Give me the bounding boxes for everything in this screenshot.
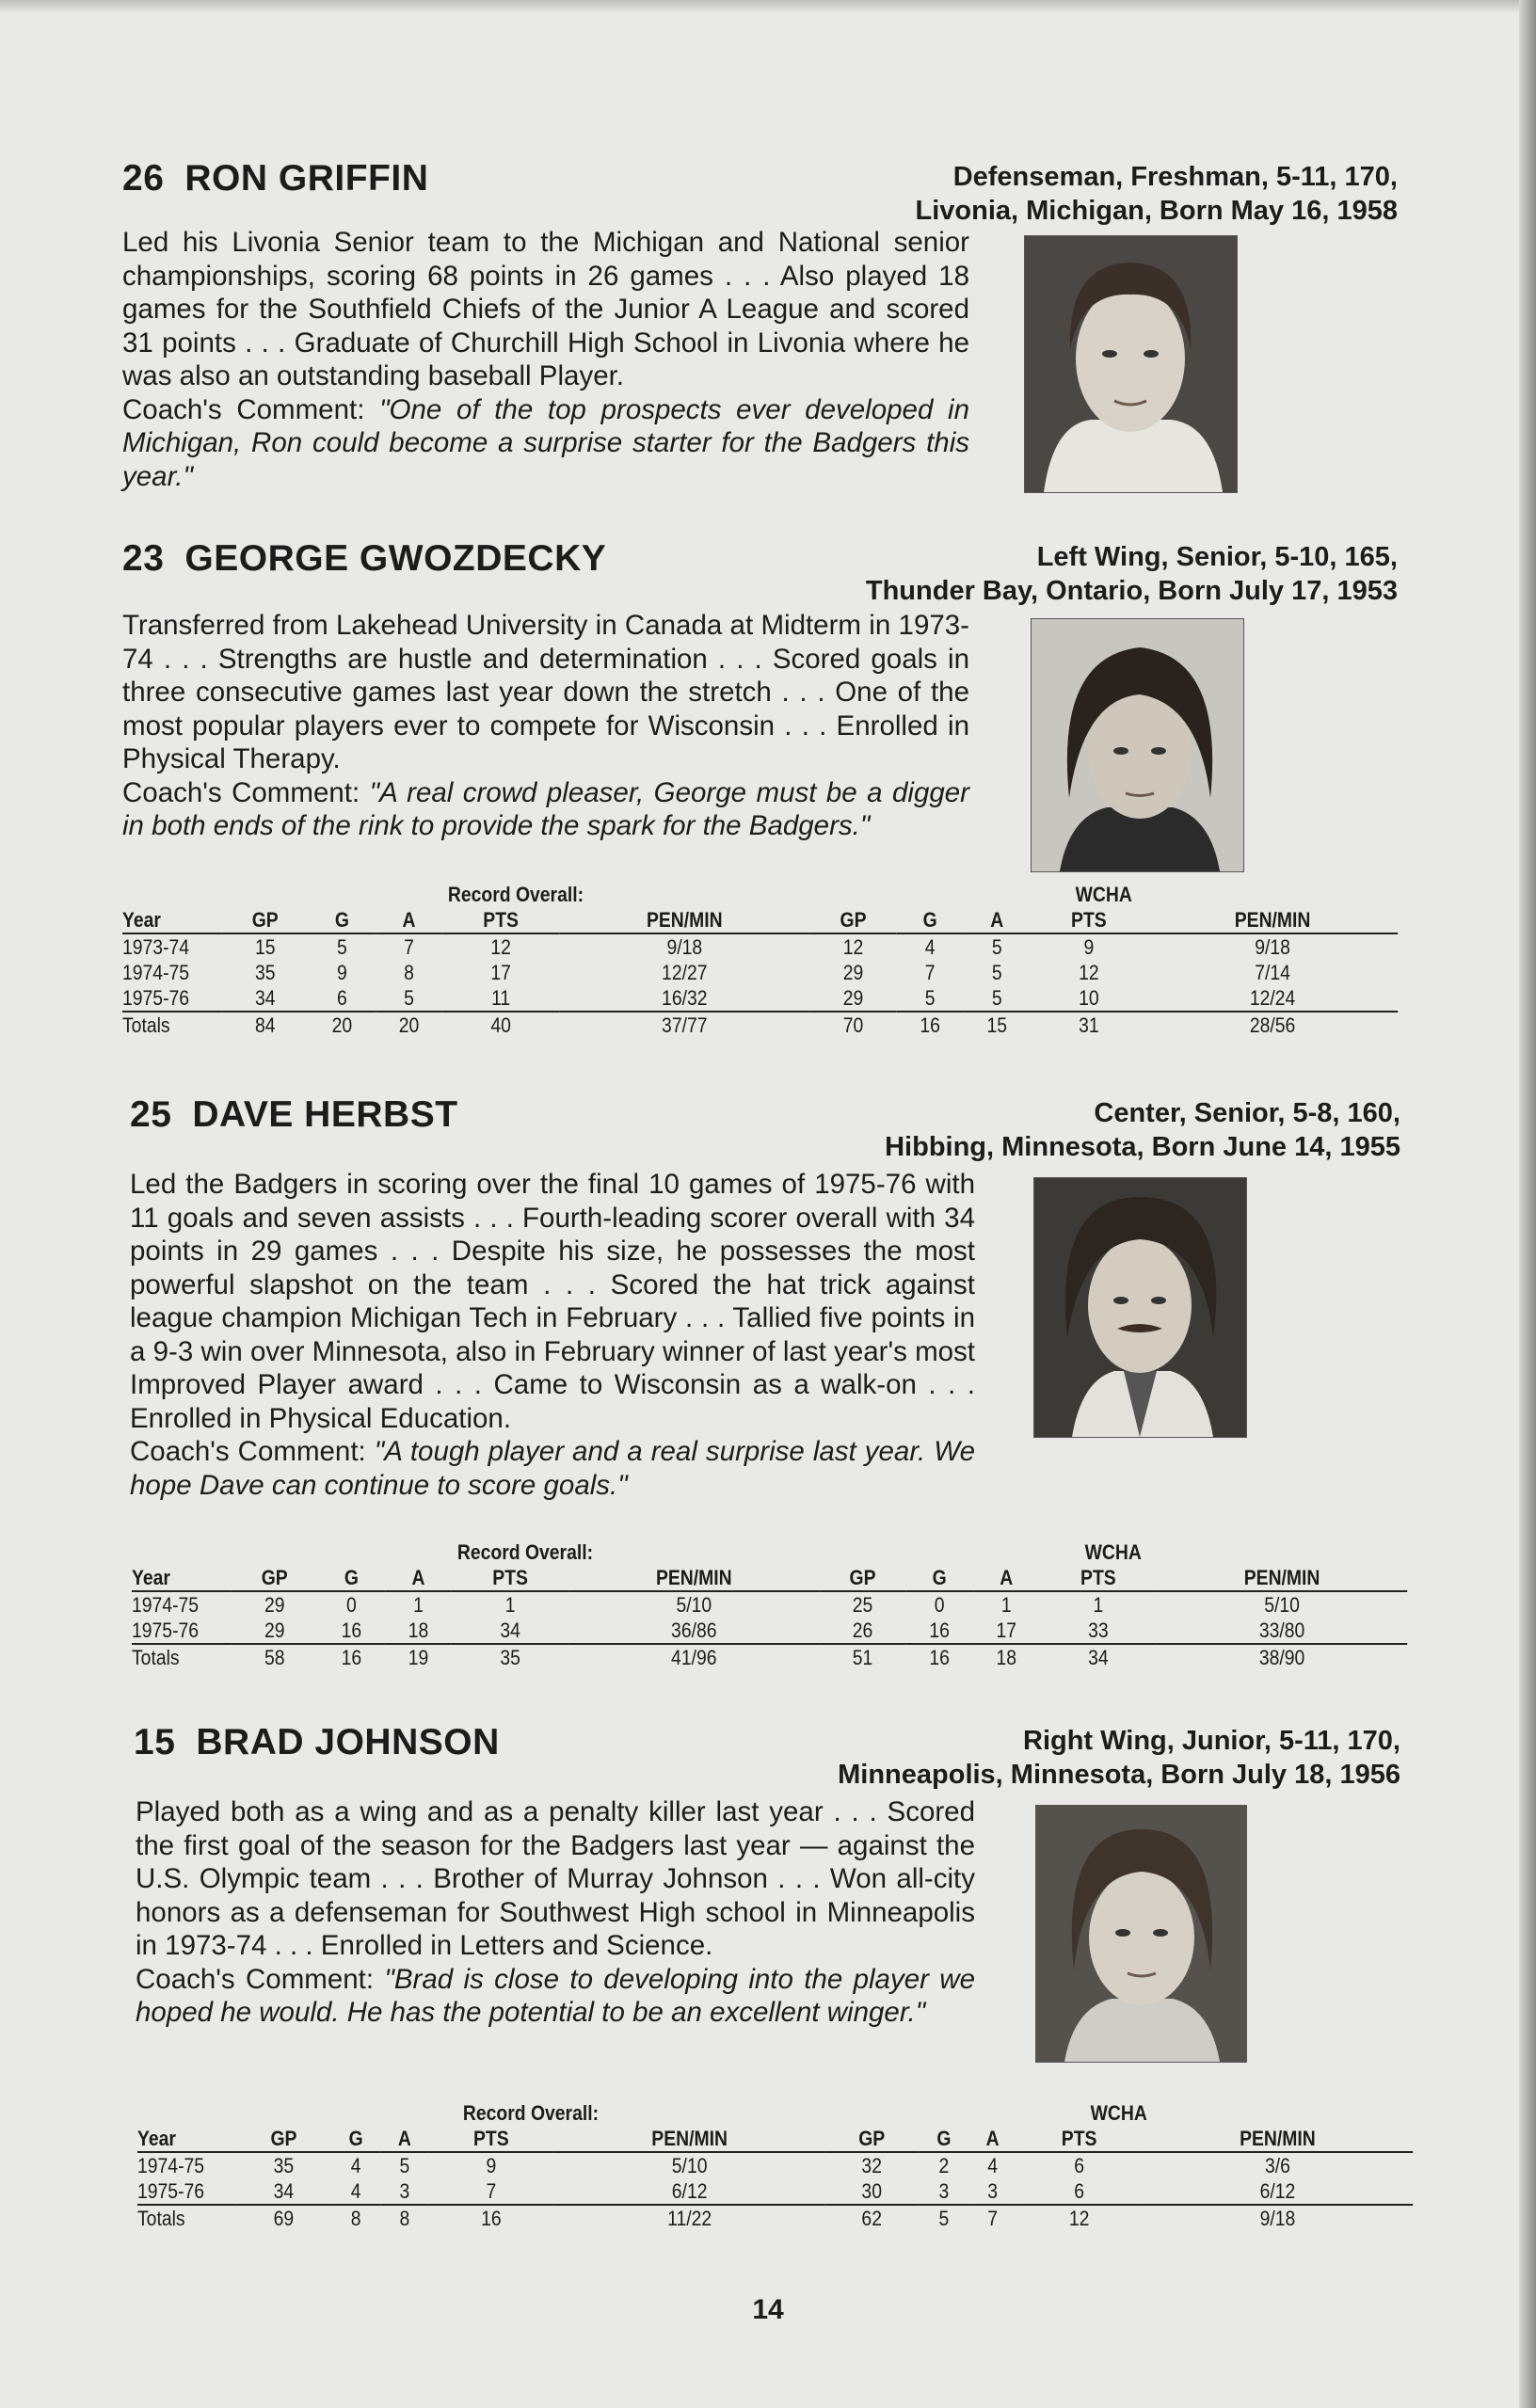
player-name: 26 RON GRIFFIN xyxy=(122,158,429,199)
col-wcha-gp: GP xyxy=(824,2126,919,2152)
col-wcha-g: G xyxy=(897,907,964,933)
col-year: Year xyxy=(137,2126,237,2152)
player-header xyxy=(122,1094,1398,1168)
col-gp: GP xyxy=(237,2126,331,2152)
player-name: 15 BRAD JOHNSON xyxy=(134,1722,500,1762)
wcha-caption: WCHA xyxy=(1075,882,1132,906)
col-year: Year xyxy=(132,1565,232,1591)
player-photo xyxy=(1024,235,1238,493)
col-wcha-pts: PTS xyxy=(1031,907,1147,933)
coach-comment-label: Coach's Comment: xyxy=(136,1963,385,1995)
col-wcha-pen-min: PEN/MIN xyxy=(1147,907,1398,933)
player-info xyxy=(866,540,1398,608)
player-entry-gwozdecky xyxy=(122,538,1398,1037)
stats-header-row xyxy=(122,907,1398,933)
player-number: 15 xyxy=(134,1722,176,1762)
bio-text: Played both as a wing and as a penalty killer last year . . . Scored the first goal of the season for the Badgers last year — against the U.S. Olympic team . . . Brother of Murray Johnson . . . Won all-city honors as a defenseman for Southwest High school in Minneapolis in 1973-74 . . . Enrolled in Letters and Science. xyxy=(136,1796,975,1961)
coach-comment xyxy=(136,1963,975,2030)
coach-comment-label: Coach's Comment: xyxy=(122,393,380,425)
col-pts: PTS xyxy=(452,1565,568,1591)
col-wcha-pen-min: PEN/MIN xyxy=(1143,2126,1414,2152)
bio-text: Transferred from Lakehead University in Canada at Midterm in 1973-74 . . . Strengths are hustle and determination . . . Scored goals in three consecutive games last year down the stretch . . . One of the most popular players ever to compete for Wisconsin . . . Enrolled in Physical Therapy. xyxy=(122,610,969,774)
portrait-image xyxy=(1034,1178,1246,1437)
portrait-image xyxy=(1036,1806,1246,2062)
table-row: 1974-75 35 4 5 9 5/10 32 2 4 6 3/6 xyxy=(137,2153,1290,2177)
player-info xyxy=(916,160,1398,228)
col-pen-min: PEN/MIN xyxy=(559,907,809,933)
totals-row: Totals 69 8 8 16 11/22 62 5 7 12 9/18 xyxy=(137,2205,1413,2231)
col-gp: GP xyxy=(222,907,309,933)
player-info-line2: Minneapolis, Minnesota, Born July 18, 1956 xyxy=(838,1760,1400,1790)
totals-row: Totals 58 16 19 35 41/96 51 16 18 34 38/90 xyxy=(132,1644,1407,1670)
table-row: 1974-75 35 9 8 17 12/27 29 7 5 12 7/14 xyxy=(122,960,1290,984)
col-wcha-g: G xyxy=(906,1565,973,1591)
col-wcha-a: A xyxy=(973,1565,1040,1591)
coach-comment xyxy=(122,776,969,843)
col-wcha-a: A xyxy=(969,2126,1016,2152)
player-entry-griffin xyxy=(122,158,1398,492)
stats-table xyxy=(122,882,1398,1038)
player-number: 23 xyxy=(122,538,165,579)
player-entry-johnson xyxy=(122,1722,1400,2230)
coach-comment-quote: "Brad is close to developing into the player we hoped he would. He has the potential to be an excellent winger." xyxy=(136,1963,975,2028)
col-gp: GP xyxy=(232,1565,318,1591)
col-pts: PTS xyxy=(428,2126,554,2152)
totals-row: Totals 84 20 20 40 37/77 70 16 15 31 28/56 xyxy=(122,1012,1398,1038)
table-row: 1973-74 15 5 7 12 9/18 12 4 5 9 9/18 xyxy=(122,934,1290,959)
player-bio xyxy=(130,1168,975,1502)
record-overall-caption: Record Overall: xyxy=(456,1539,594,1564)
wcha-caption: WCHA xyxy=(1084,1539,1142,1564)
col-wcha-pts: PTS xyxy=(1040,1565,1157,1591)
portrait-image xyxy=(1025,236,1237,492)
bio-text: Led the Badgers in scoring over the final 10 games of 1975-76 with 11 goals and seven assists . . . Fourth-leading scorer overall with 34 points in 29 games . . . Despite his size, he possesses the most powerful slapshot on the team . . . Scored the hat trick against league champion Michigan Tech in February . . . Tallied five points in a 9-3 win over Minnesota, also in February winner of last year's most Improved Player award . . . Came to Wisconsin as a walk-on . . . Enrolled in Physical Education. xyxy=(130,1169,975,1434)
player-bio xyxy=(122,226,969,493)
col-pen-min: PEN/MIN xyxy=(568,1565,819,1591)
col-a: A xyxy=(376,907,442,933)
player-header xyxy=(122,1722,1398,1795)
player-info-line1: Defenseman, Freshman, 5-11, 170, xyxy=(952,162,1398,192)
player-info-line2: Hibbing, Minnesota, Born June 14, 1955 xyxy=(885,1132,1400,1162)
col-g: G xyxy=(318,1565,385,1591)
wcha-caption: WCHA xyxy=(1090,2100,1147,2125)
player-info-line1: Center, Senior, 5-8, 160, xyxy=(1094,1098,1400,1128)
page-edge-shadow xyxy=(1519,0,1536,2408)
stats-caption-row xyxy=(122,882,1398,907)
player-photo xyxy=(1033,1177,1247,1438)
col-wcha-pen-min: PEN/MIN xyxy=(1157,1565,1407,1591)
col-wcha-gp: GP xyxy=(809,907,896,933)
stats-header-row xyxy=(137,2126,1413,2152)
player-bio xyxy=(136,1795,975,2030)
player-bio xyxy=(122,609,969,843)
col-wcha-gp: GP xyxy=(819,1565,905,1591)
player-name: 23 GEORGE GWOZDECKY xyxy=(122,538,607,579)
coach-comment-label: Coach's Comment: xyxy=(122,776,370,808)
player-info xyxy=(885,1096,1400,1164)
col-wcha-g: G xyxy=(919,2126,969,2152)
player-header xyxy=(122,538,1398,612)
player-info-line2: Livonia, Michigan, Born May 16, 1958 xyxy=(915,196,1398,226)
portrait-image xyxy=(1032,619,1243,871)
record-overall-caption: Record Overall: xyxy=(447,882,584,906)
player-info-line1: Right Wing, Junior, 5-11, 170, xyxy=(1023,1726,1400,1756)
table-row: 1975-76 34 6 5 11 16/32 29 5 5 10 12/24 xyxy=(122,985,1296,1010)
col-wcha-pts: PTS xyxy=(1016,2126,1143,2152)
player-name: 25 DAVE HERBST xyxy=(130,1094,458,1135)
player-info-line1: Left Wing, Senior, 5-10, 165, xyxy=(1036,542,1398,572)
player-number: 25 xyxy=(130,1094,172,1135)
col-a: A xyxy=(381,2126,428,2152)
col-wcha-a: A xyxy=(964,907,1031,933)
col-g: G xyxy=(330,2126,381,2152)
record-overall-caption: Record Overall: xyxy=(462,2100,600,2125)
col-a: A xyxy=(385,1565,452,1591)
coach-comment-label: Coach's Comment: xyxy=(130,1436,375,1467)
player-info-line2: Thunder Bay, Ontario, Born July 17, 1953 xyxy=(865,576,1398,606)
table-row: 1975-76 34 4 3 7 6/12 30 3 3 6 6/12 xyxy=(137,2178,1296,2203)
col-pts: PTS xyxy=(442,907,559,933)
stats-caption-row xyxy=(132,1539,1407,1565)
table-row: 1975-76 29 16 18 34 36/86 26 16 17 33 33/80 xyxy=(132,1618,1305,1642)
table-row: 1974-75 29 0 1 1 5/10 25 0 1 1 5/10 xyxy=(132,1592,1300,1617)
coach-comment-quote: "A tough player and a real surprise last year. We hope Dave can continue to score goals." xyxy=(130,1436,975,1501)
coach-comment-quote: "A real crowd pleaser, George must be a digger in both ends of the rink to provide the spark for the Badgers." xyxy=(122,776,969,841)
player-number: 26 xyxy=(122,158,165,199)
coach-comment-quote: "One of the top prospects ever developed in Michigan, Ron could become a surprise starter for the Badgers this year." xyxy=(122,393,969,492)
player-photo xyxy=(1031,618,1244,872)
page-number: 14 xyxy=(752,2294,784,2325)
col-g: G xyxy=(309,907,376,933)
stats-table xyxy=(132,1539,1407,1670)
player-photo xyxy=(1035,1805,1247,2063)
coach-comment xyxy=(122,393,969,494)
col-pen-min: PEN/MIN xyxy=(554,2126,824,2152)
player-entry-herbst xyxy=(122,1094,1400,1669)
bio-text: Led his Livonia Senior team to the Michigan and National senior championships, scoring 68 points in 26 games . . . Also played 18 games for the Southfield Chiefs of the Junior A League and scored 31 points . . . Graduate of Churchill High School in Livonia where he was also an outstanding baseball Player. xyxy=(122,227,969,391)
col-year: Year xyxy=(122,907,222,933)
page-top-shadow xyxy=(0,0,1536,13)
player-info xyxy=(838,1724,1400,1792)
stats-caption-row xyxy=(137,2100,1413,2126)
stats-header-row xyxy=(132,1565,1407,1591)
stats-table xyxy=(137,2100,1413,2231)
player-header xyxy=(122,158,1398,231)
coach-comment xyxy=(130,1435,975,1502)
